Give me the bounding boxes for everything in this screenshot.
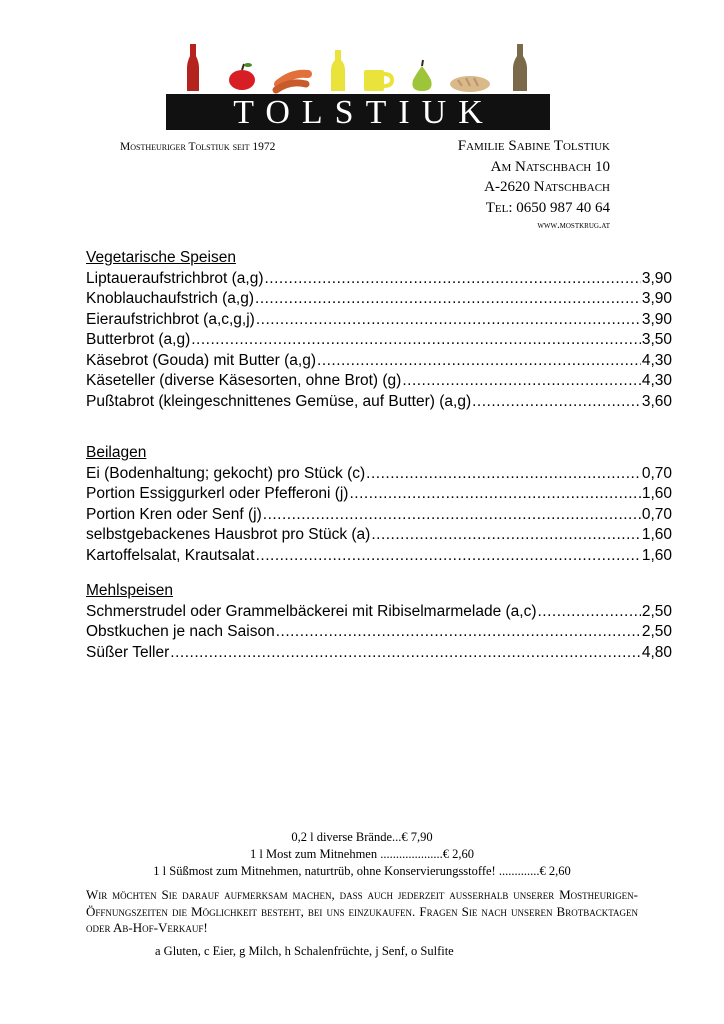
address-street: Am Natschbach 10 xyxy=(490,158,610,175)
address-name: Familie Sabine Tolstiuk xyxy=(457,138,610,154)
leader-dots xyxy=(371,525,641,546)
leader-dots xyxy=(256,310,641,331)
item-price: 4,30 xyxy=(641,372,672,389)
leader-dots xyxy=(276,622,641,643)
item-price: 1,60 xyxy=(641,546,672,564)
item-name: Liptaueraufstrichbrot (a,g) xyxy=(86,269,264,287)
item-name: Portion Kren oder Senf (j) xyxy=(86,505,262,523)
leader-dots xyxy=(264,269,640,290)
item-price: 1,60 xyxy=(641,526,672,543)
drink-line: 1 l Süßmost zum Mitnehmen, naturtrüb, ohne Konservierungsstoffe! .............€ 2,60 xyxy=(153,864,571,878)
item-name: Eieraufstrichbrot (a,c,g,j) xyxy=(86,310,255,328)
item-price: 0,70 xyxy=(641,505,672,523)
address-web: www.mostkrug.at xyxy=(537,220,610,231)
item-price: 3,60 xyxy=(641,392,672,410)
sausage-icon xyxy=(276,74,308,90)
item-price: 3,90 xyxy=(641,310,672,328)
leader-dots xyxy=(255,289,641,310)
leader-dots xyxy=(366,464,641,485)
drinks-list xyxy=(0,829,724,880)
item-price: 4,30 xyxy=(641,351,672,369)
menu-item xyxy=(86,392,672,413)
item-name: Käsebrot (Gouda) mit Butter (a,g) xyxy=(86,351,317,369)
menu-item xyxy=(86,464,672,485)
menu-item xyxy=(86,289,672,310)
menu-item xyxy=(86,269,672,290)
menu-section-mehlspeisen xyxy=(86,581,672,663)
yellow-bottle-icon xyxy=(331,50,345,91)
item-price: 3,90 xyxy=(641,290,672,307)
leader-dots xyxy=(170,643,641,664)
menu-item xyxy=(86,643,672,664)
leader-dots xyxy=(538,602,641,623)
item-name: Ei (Bodenhaltung; gekocht) pro Stück (c) xyxy=(86,464,366,482)
address-phone: Tel: 0650 987 40 64 xyxy=(485,199,610,216)
item-name: Knoblauchaufstrich (a,g) xyxy=(86,290,255,307)
item-name: Obstkuchen je nach Saison xyxy=(86,623,275,640)
item-price: 4,80 xyxy=(641,643,672,661)
pear-icon xyxy=(412,60,431,91)
leader-dots xyxy=(191,330,641,351)
menu-item xyxy=(86,310,672,331)
logo xyxy=(166,44,550,130)
item-name: Portion Essiggurkerl oder Pfefferoni (j) xyxy=(86,485,349,502)
apple-icon xyxy=(229,63,255,90)
item-name: Käseteller (diverse Käsesorten, ohne Brot) (g) xyxy=(86,372,402,389)
tagline: Mostheuriger Tolstiuk seit 1972 xyxy=(120,141,276,153)
allergen-legend: a Gluten, c Eier, g Milch, h Schalenfrüchte, j Senf, o Sulfite xyxy=(155,944,454,958)
menu-item xyxy=(86,602,672,623)
item-name: Schmerstrudel oder Grammelbäckerei mit Ribiselmarmelade (a,c) xyxy=(86,602,537,620)
section-title: Mehlspeisen xyxy=(86,582,174,599)
leader-dots xyxy=(263,505,641,526)
leader-dots xyxy=(472,392,641,413)
menu-item xyxy=(86,622,672,643)
leader-dots xyxy=(349,484,640,505)
logo-text: TOLSTIUK xyxy=(233,94,495,131)
item-name: Kartoffelsalat, Krautsalat xyxy=(86,546,255,564)
address-city: A-2620 Natschbach xyxy=(484,179,610,195)
address-block xyxy=(458,136,610,234)
menu-item xyxy=(86,330,672,351)
drink-line: 0,2 l diverse Brände...€ 7,90 xyxy=(291,830,433,844)
logo-icons xyxy=(166,44,550,96)
leader-dots xyxy=(402,371,641,392)
menu-item xyxy=(86,525,672,546)
item-price: 2,50 xyxy=(641,602,672,620)
menu-item xyxy=(86,351,672,372)
section-title: Beilagen xyxy=(86,444,147,461)
menu-section-beilagen xyxy=(86,443,672,566)
item-price: 1,60 xyxy=(641,485,672,502)
menu-item xyxy=(86,546,672,567)
item-name: selbstgebackenes Hausbrot pro Stück (a) xyxy=(86,526,371,543)
menu-item xyxy=(86,371,672,392)
item-name: Pußtabrot (kleingeschnittenes Gemüse, auf Butter) (a,g) xyxy=(86,392,472,410)
section-title: Vegetarische Speisen xyxy=(86,249,236,266)
red-bottle-icon xyxy=(187,44,199,91)
item-price: 3,50 xyxy=(641,331,672,348)
menu-item xyxy=(86,505,672,526)
item-price: 0,70 xyxy=(641,464,672,482)
bread-icon xyxy=(450,76,490,92)
mug-icon xyxy=(364,70,392,91)
menu-section-vegetarian xyxy=(86,248,672,412)
leader-dots xyxy=(256,546,641,567)
item-price: 3,90 xyxy=(641,269,672,287)
item-name: Butterbrot (a,g) xyxy=(86,331,191,348)
leader-dots xyxy=(317,351,641,372)
shop-notice: Wir möchten Sie darauf aufmerksam machen, dass auch jederzeit ausserhalb unserer Mostheurigen-Öffnungszeiten die Möglichkeit besteht, bei uns einzukaufen. Fragen Sie nach unseren Brotbacktagen oder Ab-Hof-Verkauf! xyxy=(86,887,638,935)
item-name: Süßer Teller xyxy=(86,643,170,661)
menu-item xyxy=(86,484,672,505)
brown-bottle-icon xyxy=(513,44,527,91)
drink-line: 1 l Most zum Mitnehmen ....................€ 2,60 xyxy=(250,847,474,861)
item-price: 2,50 xyxy=(641,623,672,640)
